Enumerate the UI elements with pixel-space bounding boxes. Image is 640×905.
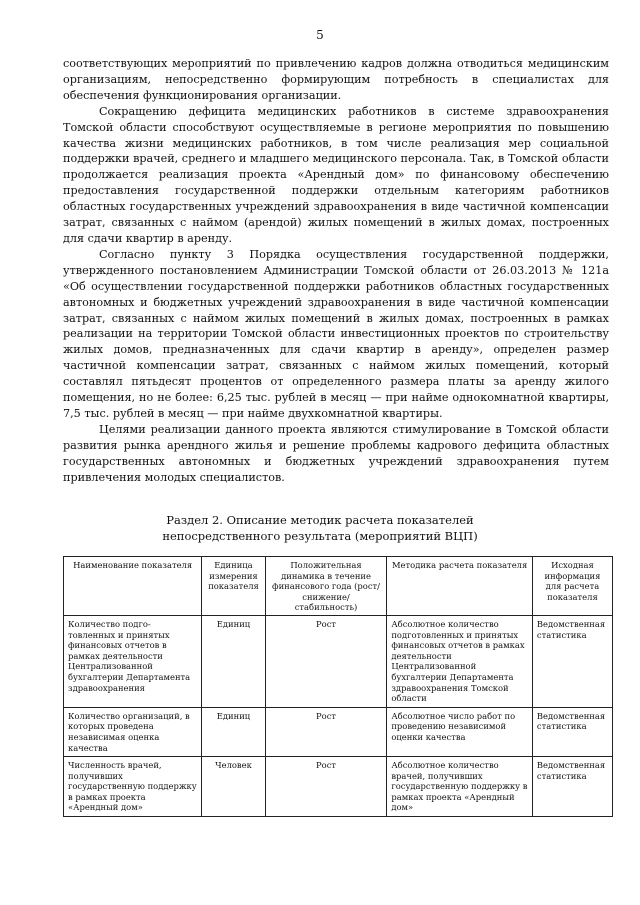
- section-title-line: непосредственного результата (мероприятий ВЦП): [162, 528, 478, 543]
- metrics-table: [63, 556, 613, 817]
- cell-method: Абсолютное количество подготовленных и принятых финансовых отчетов в рамках деятельности Централизованной бухгалтерии Департамента здравоохранения Томской области: [387, 615, 533, 707]
- header-method: Методика расчета показателя: [387, 557, 533, 616]
- cell-source: Ведомственная статистика: [532, 757, 612, 817]
- cell-unit: Человек: [202, 757, 265, 817]
- cell-indicator-name: Численность врачей, получивших государственную поддержку в рамках проекта «Арендный дом»: [64, 757, 202, 817]
- cell-dynamics: Рост: [265, 615, 387, 707]
- paragraph: Целями реализации данного проекта являются стимулирование в Томской области развития рынка арендного жилья и решение проблемы кадрового дефицита областных государственных автономных и бюджетных учреждений здравоохранения путем привлечения молодых специалистов.: [63, 422, 609, 484]
- paragraph: Сокращению дефицита медицинских работников в системе здравоохранения Томской области способствуют осуществляемые в регионе мероприятия по повышению качества жизни медицинских работников, в том числе реализация мер социальной поддержки врачей, среднего и младшего медицинского персонала. Так, в Томской области продолжается реализация проекта «Арендный дом» по финансовому обеспечению предоставления государственной поддержки отдельным категориям работников областных государственных учреждений здравоохранения в виде частичной компенсации затрат, связанных с наймом (арендой) жилых помещений в жилых домах, построенных для сдачи квартир в аренду.: [63, 104, 609, 245]
- cell-indicator-name: Количество подго-товленных и принятых финансовых отчетов в рамках деятельности Централизованной бухгалтерии Департамента здравоохранения: [64, 615, 202, 707]
- table-row: [64, 757, 613, 817]
- header-dynamics: Положительная динамика в течение финансового года (рост/снижение/ стабильность): [265, 557, 387, 616]
- header-source: Исходная информация для расчета показателя: [532, 557, 612, 616]
- cell-method: Абсолютное число работ по проведению независимой оценки качества: [387, 707, 533, 756]
- table-row: [64, 707, 613, 756]
- cell-unit: Единиц: [202, 707, 265, 756]
- page-number: 5: [316, 28, 324, 42]
- paragraph: соответствующих мероприятий по привлечению кадров должна отводиться медицинским организациям, непосредственно формирующим потребность в специалистах для обеспечения функционирования организации.: [63, 57, 609, 102]
- cell-source: Ведомственная статистика: [532, 707, 612, 756]
- section-title: [0, 513, 640, 544]
- table-header-row: [64, 557, 613, 616]
- cell-dynamics: Рост: [265, 757, 387, 817]
- header-indicator-name: Наименование показателя: [64, 557, 202, 616]
- cell-method: Абсолютное количество врачей, получивших государственную поддержку в рамках проекта «Арендный дом»: [387, 757, 533, 817]
- cell-source: Ведомственная статистика: [532, 615, 612, 707]
- header-unit: Единица измерения показателя: [202, 557, 265, 616]
- paragraph: Согласно пункту 3 Порядка осуществления государственной поддержки, утвержденного постановлением Администрации Томской области от 26.03.2013 № 121а «Об осуществлении государственной поддержки работников областных государственных автономных и бюджетных учреждений здравоохранения в виде частичной компенсации затрат, связанных с наймом жилых помещений в жилых домах, построенных в рамках реализации на территории Томской области инвестиционных проектов по строительству жилых домов, предназначенных для сдачи квартир в аренду», определен размер частичной компенсации затрат, связанных с наймом жилых помещений, который составлял пятьдесят процентов от определенного размера платы за аренду жилого помещения, но не более: 6,25 тыс. рублей в месяц — при найме однокомнатной квартиры, 7,5 тыс. рублей в месяц — при найме двухкомнатной квартиры.: [63, 247, 609, 420]
- cell-dynamics: Рост: [265, 707, 387, 756]
- body-text: [63, 56, 609, 485]
- section-title-line: Раздел 2. Описание методик расчета показателей: [166, 513, 474, 527]
- cell-unit: Единиц: [202, 615, 265, 707]
- table-row: [64, 615, 613, 707]
- cell-indicator-name: Количество организаций, в которых проведена независимая оценка качества: [64, 707, 202, 756]
